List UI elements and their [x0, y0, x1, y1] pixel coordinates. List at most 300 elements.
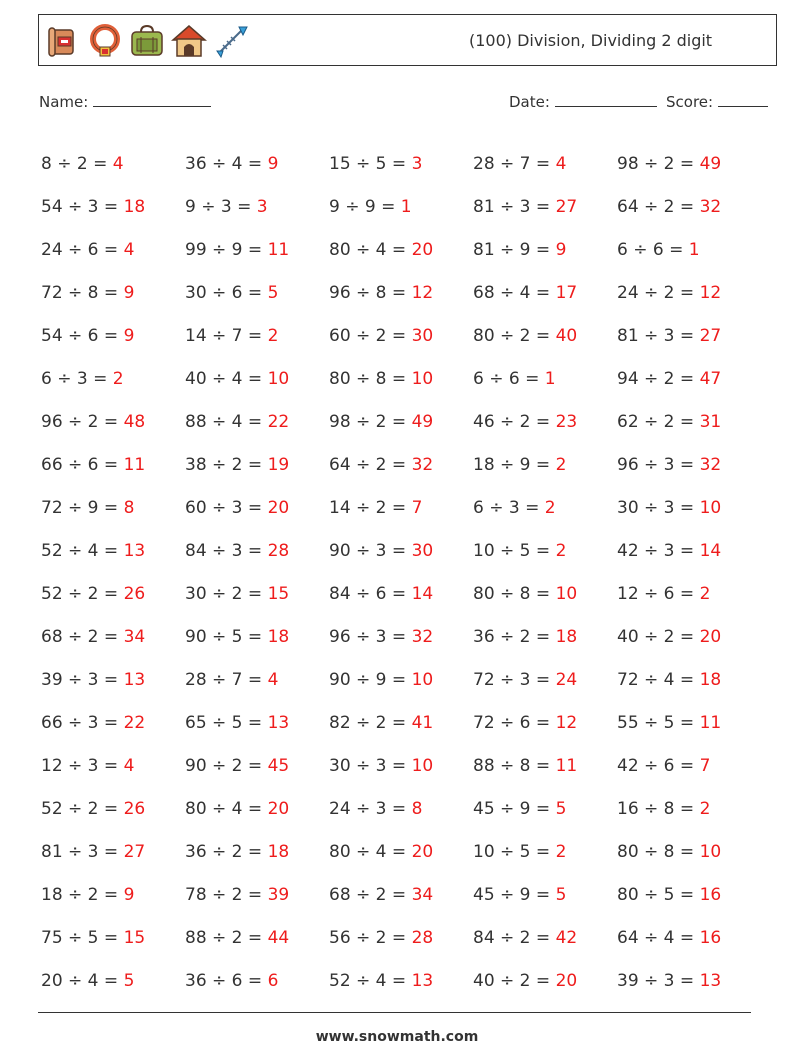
score-blank[interactable]: [718, 92, 768, 107]
problem-item: [617, 240, 761, 260]
problem-question: 39 ÷ 3 =: [41, 669, 119, 690]
problem-item: [185, 670, 329, 690]
problem-item: [329, 842, 473, 862]
problem-answer: 28: [411, 927, 434, 948]
problem-answer: 14: [411, 583, 434, 604]
problem-question: 64 ÷ 4 =: [617, 927, 695, 948]
swim-ring-icon: [87, 23, 123, 59]
problem-question: 80 ÷ 8 =: [329, 368, 407, 389]
problem-answer: 5: [123, 970, 135, 991]
problem-item: [41, 369, 185, 389]
problem-item: [185, 627, 329, 647]
problem-answer: 20: [267, 798, 290, 819]
problem-answer: 5: [267, 282, 279, 303]
problem-question: 80 ÷ 4 =: [329, 239, 407, 260]
score-field: [666, 92, 768, 111]
problem-question: 72 ÷ 6 =: [473, 712, 551, 733]
problem-item: [473, 455, 617, 475]
problem-answer: 26: [123, 798, 146, 819]
problem-item: [329, 498, 473, 518]
problem-item: [617, 885, 761, 905]
problem-answer: 34: [123, 626, 146, 647]
problem-question: 18 ÷ 9 =: [473, 454, 551, 475]
problem-question: 45 ÷ 9 =: [473, 798, 551, 819]
problem-answer: 10: [411, 669, 434, 690]
problem-question: 81 ÷ 3 =: [473, 196, 551, 217]
problem-item: [185, 971, 329, 991]
problem-row: [41, 658, 761, 701]
problem-question: 81 ÷ 3 =: [41, 841, 119, 862]
problem-question: 56 ÷ 2 =: [329, 927, 407, 948]
problem-answer: 1: [400, 196, 412, 217]
problem-answer: 22: [267, 411, 290, 432]
worksheet-title: (100) Division, Dividing 2 digit: [469, 31, 713, 50]
problem-question: 15 ÷ 5 =: [329, 153, 407, 174]
problem-answer: 13: [699, 970, 722, 991]
problem-answer: 10: [555, 583, 578, 604]
problem-item: [617, 369, 761, 389]
problem-row: [41, 228, 761, 271]
header-icons: [45, 19, 249, 63]
problem-answer: 10: [699, 841, 722, 862]
problem-answer: 18: [267, 841, 290, 862]
problem-answer: 2: [267, 325, 279, 346]
problem-answer: 10: [699, 497, 722, 518]
problem-question: 66 ÷ 6 =: [41, 454, 119, 475]
problem-question: 81 ÷ 9 =: [473, 239, 551, 260]
problem-answer: 18: [555, 626, 578, 647]
problem-item: [473, 713, 617, 733]
footer-url: www.snowmath.com: [315, 1029, 479, 1045]
problem-item: [329, 154, 473, 174]
problem-row: [41, 443, 761, 486]
problem-answer: 13: [411, 970, 434, 991]
problem-question: 72 ÷ 3 =: [473, 669, 551, 690]
problem-answer: 47: [699, 368, 722, 389]
problem-item: [185, 928, 329, 948]
problem-question: 98 ÷ 2 =: [329, 411, 407, 432]
problem-item: [41, 197, 185, 217]
problem-question: 6 ÷ 6 =: [473, 368, 540, 389]
problem-answer: 2: [555, 454, 567, 475]
backpack-icon: [129, 23, 165, 59]
problem-answer: 42: [555, 927, 578, 948]
problem-question: 40 ÷ 2 =: [473, 970, 551, 991]
problem-answer: 9: [123, 325, 135, 346]
problem-item: [329, 412, 473, 432]
problem-question: 28 ÷ 7 =: [473, 153, 551, 174]
problem-answer: 13: [123, 669, 146, 690]
problem-answer: 5: [555, 884, 567, 905]
problem-row: [41, 701, 761, 744]
problem-item: [329, 670, 473, 690]
problem-question: 98 ÷ 2 =: [617, 153, 695, 174]
problem-item: [329, 928, 473, 948]
problem-item: [473, 971, 617, 991]
problem-item: [185, 326, 329, 346]
problem-question: 42 ÷ 3 =: [617, 540, 695, 561]
problem-item: [617, 584, 761, 604]
problem-answer: 32: [699, 454, 722, 475]
problem-item: [473, 498, 617, 518]
problem-question: 66 ÷ 3 =: [41, 712, 119, 733]
problem-answer: 20: [555, 970, 578, 991]
problem-item: [185, 455, 329, 475]
problem-item: [473, 627, 617, 647]
problem-item: [329, 885, 473, 905]
problem-question: 88 ÷ 2 =: [185, 927, 263, 948]
problem-question: 88 ÷ 4 =: [185, 411, 263, 432]
worksheet-header: [38, 14, 777, 66]
problem-answer: 7: [411, 497, 423, 518]
problem-item: [473, 928, 617, 948]
problem-question: 68 ÷ 2 =: [329, 884, 407, 905]
problem-item: [473, 283, 617, 303]
problem-item: [41, 455, 185, 475]
problem-answer: 12: [555, 712, 578, 733]
problem-item: [473, 584, 617, 604]
problem-question: 80 ÷ 5 =: [617, 884, 695, 905]
problem-question: 46 ÷ 2 =: [473, 411, 551, 432]
problem-question: 6 ÷ 3 =: [473, 497, 540, 518]
problem-question: 12 ÷ 6 =: [617, 583, 695, 604]
problem-item: [617, 971, 761, 991]
problem-item: [41, 627, 185, 647]
problem-answer: 12: [699, 282, 722, 303]
problem-question: 38 ÷ 2 =: [185, 454, 263, 475]
problem-question: 18 ÷ 2 =: [41, 884, 119, 905]
problem-item: [329, 627, 473, 647]
problem-row: [41, 400, 761, 443]
problem-question: 84 ÷ 2 =: [473, 927, 551, 948]
problem-answer: 2: [699, 583, 711, 604]
problem-answer: 16: [699, 927, 722, 948]
name-blank[interactable]: [93, 92, 211, 107]
problem-question: 81 ÷ 3 =: [617, 325, 695, 346]
problem-row: [41, 142, 761, 185]
problem-answer: 16: [699, 884, 722, 905]
problem-answer: 49: [699, 153, 722, 174]
problem-answer: 9: [123, 282, 135, 303]
problem-item: [41, 670, 185, 690]
problem-answer: 10: [411, 755, 434, 776]
problem-answer: 4: [555, 153, 567, 174]
problem-item: [617, 670, 761, 690]
problem-answer: 10: [411, 368, 434, 389]
problem-answer: 26: [123, 583, 146, 604]
problem-answer: 32: [411, 454, 434, 475]
problem-question: 75 ÷ 5 =: [41, 927, 119, 948]
problem-item: [473, 670, 617, 690]
problem-question: 84 ÷ 3 =: [185, 540, 263, 561]
problem-answer: 5: [555, 798, 567, 819]
problem-row: [41, 572, 761, 615]
problem-answer: 11: [699, 712, 722, 733]
problem-item: [329, 240, 473, 260]
problem-item: [185, 885, 329, 905]
problem-question: 40 ÷ 2 =: [617, 626, 695, 647]
problem-item: [185, 584, 329, 604]
problem-item: [41, 584, 185, 604]
problem-item: [473, 412, 617, 432]
problem-item: [185, 756, 329, 776]
problem-question: 54 ÷ 6 =: [41, 325, 119, 346]
problem-answer: 20: [411, 239, 434, 260]
problem-question: 90 ÷ 5 =: [185, 626, 263, 647]
problem-answer: 30: [411, 325, 434, 346]
problem-item: [329, 713, 473, 733]
problem-item: [329, 584, 473, 604]
problem-question: 80 ÷ 4 =: [329, 841, 407, 862]
problem-item: [473, 842, 617, 862]
doghouse-icon: [171, 23, 207, 59]
problem-answer: 13: [123, 540, 146, 561]
problem-item: [41, 154, 185, 174]
problem-item: [329, 455, 473, 475]
problem-item: [329, 799, 473, 819]
problem-row: [41, 744, 761, 787]
problem-question: 80 ÷ 4 =: [185, 798, 263, 819]
problem-answer: 11: [267, 239, 290, 260]
fishbone-icon: [213, 23, 249, 59]
problem-answer: 39: [267, 884, 290, 905]
problem-row: [41, 873, 761, 916]
problem-question: 8 ÷ 2 =: [41, 153, 108, 174]
problem-item: [41, 541, 185, 561]
problem-answer: 20: [411, 841, 434, 862]
problem-item: [617, 498, 761, 518]
problem-question: 30 ÷ 6 =: [185, 282, 263, 303]
problem-item: [473, 799, 617, 819]
problem-question: 16 ÷ 8 =: [617, 798, 695, 819]
problem-answer: 32: [411, 626, 434, 647]
problem-answer: 1: [544, 368, 556, 389]
problem-item: [41, 283, 185, 303]
problem-question: 36 ÷ 2 =: [473, 626, 551, 647]
problem-answer: 45: [267, 755, 290, 776]
problem-item: [185, 154, 329, 174]
problem-answer: 1: [688, 239, 700, 260]
problem-question: 96 ÷ 3 =: [329, 626, 407, 647]
problem-item: [617, 412, 761, 432]
problem-question: 72 ÷ 9 =: [41, 497, 119, 518]
problem-question: 9 ÷ 3 =: [185, 196, 252, 217]
problem-item: [185, 713, 329, 733]
problem-answer: 2: [555, 841, 567, 862]
problem-question: 12 ÷ 3 =: [41, 755, 119, 776]
problem-item: [473, 326, 617, 346]
problem-answer: 30: [411, 540, 434, 561]
problem-answer: 8: [411, 798, 423, 819]
problem-question: 42 ÷ 6 =: [617, 755, 695, 776]
problem-answer: 9: [123, 884, 135, 905]
problem-item: [617, 713, 761, 733]
name-field: [39, 92, 211, 111]
problem-answer: 12: [411, 282, 434, 303]
problem-question: 52 ÷ 2 =: [41, 798, 119, 819]
problem-question: 78 ÷ 2 =: [185, 884, 263, 905]
problem-question: 72 ÷ 8 =: [41, 282, 119, 303]
problem-item: [617, 799, 761, 819]
problem-question: 9 ÷ 9 =: [329, 196, 396, 217]
problem-answer: 17: [555, 282, 578, 303]
problem-answer: 15: [267, 583, 290, 604]
problem-question: 39 ÷ 3 =: [617, 970, 695, 991]
problem-answer: 4: [267, 669, 279, 690]
problem-question: 36 ÷ 2 =: [185, 841, 263, 862]
problem-answer: 2: [112, 368, 124, 389]
problem-item: [473, 240, 617, 260]
problem-question: 96 ÷ 3 =: [617, 454, 695, 475]
problem-question: 24 ÷ 3 =: [329, 798, 407, 819]
problem-item: [473, 369, 617, 389]
problem-question: 36 ÷ 4 =: [185, 153, 263, 174]
problem-item: [617, 326, 761, 346]
problem-row: [41, 916, 761, 959]
problem-question: 88 ÷ 8 =: [473, 755, 551, 776]
problem-answer: 2: [544, 497, 556, 518]
problem-answer: 28: [267, 540, 290, 561]
problem-question: 30 ÷ 2 =: [185, 583, 263, 604]
problem-row: [41, 357, 761, 400]
problem-question: 14 ÷ 7 =: [185, 325, 263, 346]
problem-question: 40 ÷ 4 =: [185, 368, 263, 389]
problem-row: [41, 314, 761, 357]
date-label: Date:: [509, 93, 550, 111]
problem-question: 20 ÷ 4 =: [41, 970, 119, 991]
problem-answer: 15: [123, 927, 146, 948]
problem-row: [41, 787, 761, 830]
problem-question: 52 ÷ 4 =: [41, 540, 119, 561]
problem-item: [473, 154, 617, 174]
problem-item: [617, 197, 761, 217]
problem-answer: 23: [555, 411, 578, 432]
problem-answer: 32: [699, 196, 722, 217]
problem-question: 62 ÷ 2 =: [617, 411, 695, 432]
problem-answer: 18: [267, 626, 290, 647]
problem-question: 99 ÷ 9 =: [185, 239, 263, 260]
problem-row: [41, 271, 761, 314]
problem-grid: [41, 142, 761, 1002]
problem-question: 96 ÷ 2 =: [41, 411, 119, 432]
problem-item: [41, 412, 185, 432]
problem-question: 14 ÷ 2 =: [329, 497, 407, 518]
problem-answer: 14: [699, 540, 722, 561]
problem-item: [329, 326, 473, 346]
problem-answer: 22: [123, 712, 146, 733]
problem-question: 52 ÷ 4 =: [329, 970, 407, 991]
problem-item: [617, 455, 761, 475]
problem-item: [41, 842, 185, 862]
problem-answer: 40: [555, 325, 578, 346]
problem-question: 6 ÷ 6 =: [617, 239, 684, 260]
problem-item: [329, 369, 473, 389]
problem-row: [41, 959, 761, 1002]
problem-item: [185, 541, 329, 561]
problem-answer: 4: [123, 755, 135, 776]
problem-question: 10 ÷ 5 =: [473, 841, 551, 862]
score-label: Score:: [666, 93, 714, 111]
problem-question: 80 ÷ 8 =: [617, 841, 695, 862]
problem-question: 80 ÷ 8 =: [473, 583, 551, 604]
problem-answer: 41: [411, 712, 434, 733]
problem-item: [41, 326, 185, 346]
problem-answer: 34: [411, 884, 434, 905]
problem-item: [185, 197, 329, 217]
problem-answer: 4: [123, 239, 135, 260]
problem-row: [41, 185, 761, 228]
date-field: [509, 92, 657, 111]
problem-answer: 8: [123, 497, 135, 518]
problem-item: [41, 799, 185, 819]
wallet-icon: [45, 23, 81, 59]
problem-question: 90 ÷ 9 =: [329, 669, 407, 690]
problem-answer: 11: [555, 755, 578, 776]
problem-answer: 31: [699, 411, 722, 432]
problem-question: 45 ÷ 9 =: [473, 884, 551, 905]
problem-question: 68 ÷ 4 =: [473, 282, 551, 303]
problem-row: [41, 529, 761, 572]
problem-item: [329, 283, 473, 303]
problem-item: [617, 756, 761, 776]
problem-answer: 18: [699, 669, 722, 690]
problem-item: [185, 240, 329, 260]
problem-item: [473, 197, 617, 217]
problem-answer: 2: [699, 798, 711, 819]
problem-question: 94 ÷ 2 =: [617, 368, 695, 389]
problem-question: 28 ÷ 7 =: [185, 669, 263, 690]
problem-question: 24 ÷ 2 =: [617, 282, 695, 303]
problem-answer: 27: [555, 196, 578, 217]
problem-item: [41, 971, 185, 991]
problem-item: [617, 283, 761, 303]
problem-answer: 7: [699, 755, 711, 776]
problem-item: [473, 541, 617, 561]
problem-question: 55 ÷ 5 =: [617, 712, 695, 733]
date-blank[interactable]: [555, 92, 657, 107]
problem-question: 82 ÷ 2 =: [329, 712, 407, 733]
name-label: Name:: [39, 93, 89, 111]
problem-question: 68 ÷ 2 =: [41, 626, 119, 647]
problem-item: [41, 756, 185, 776]
problem-question: 36 ÷ 6 =: [185, 970, 263, 991]
problem-question: 84 ÷ 6 =: [329, 583, 407, 604]
problem-answer: 18: [123, 196, 146, 217]
problem-item: [185, 412, 329, 432]
problem-question: 52 ÷ 2 =: [41, 583, 119, 604]
problem-row: [41, 486, 761, 529]
problem-item: [329, 541, 473, 561]
problem-item: [617, 928, 761, 948]
problem-answer: 27: [123, 841, 146, 862]
problem-question: 90 ÷ 2 =: [185, 755, 263, 776]
problem-answer: 3: [411, 153, 423, 174]
problem-question: 30 ÷ 3 =: [329, 755, 407, 776]
problem-answer: 20: [699, 626, 722, 647]
problem-question: 96 ÷ 8 =: [329, 282, 407, 303]
problem-question: 10 ÷ 5 =: [473, 540, 551, 561]
problem-answer: 49: [411, 411, 434, 432]
problem-item: [185, 369, 329, 389]
problem-question: 90 ÷ 3 =: [329, 540, 407, 561]
problem-item: [41, 885, 185, 905]
problem-answer: 19: [267, 454, 290, 475]
problem-item: [329, 971, 473, 991]
problem-answer: 27: [699, 325, 722, 346]
problem-item: [617, 627, 761, 647]
problem-answer: 13: [267, 712, 290, 733]
problem-answer: 20: [267, 497, 290, 518]
